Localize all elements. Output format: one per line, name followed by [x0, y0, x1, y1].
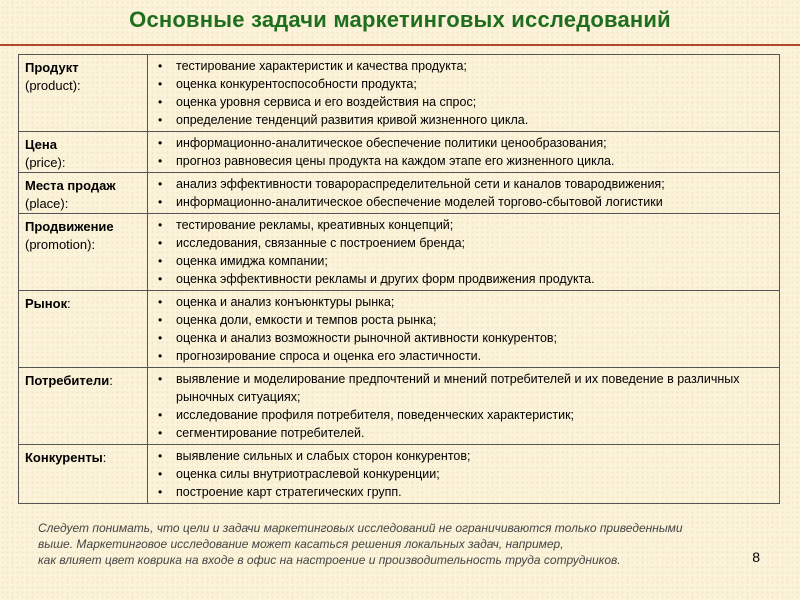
category-cell [19, 214, 148, 291]
category-english: : [102, 450, 107, 465]
task-item: • исследования, связанные с построением бренда; [152, 234, 775, 252]
task-item: • выявление и моделирование предпочтений и мнений потребителей и их поведение в различных рыночных ситуациях; [152, 370, 775, 406]
task-item: • прогнозирование спроса и оценка его эластичности. [152, 347, 775, 365]
tasks-cell [148, 173, 780, 214]
category-name: Конкуренты [25, 450, 103, 465]
task-item: • оценка уровня сервиса и его воздействия на спрос; [152, 93, 775, 111]
task-item: • тестирование рекламы, креативных концепций; [152, 216, 775, 234]
category-english: (promotion): [25, 237, 96, 252]
tasks-cell [148, 291, 780, 368]
task-list [152, 175, 775, 211]
task-item: • построение карт стратегических групп. [152, 483, 775, 501]
task-item: • сегментирование потребителей. [152, 424, 775, 442]
category-name: Места продаж [25, 178, 116, 193]
task-item: • определение тенденций развития кривой жизненного цикла. [152, 111, 775, 129]
category-english: (place): [25, 196, 69, 211]
task-item: • прогноз равновесия цены продукта на каждом этапе его жизненного цикла. [152, 152, 775, 170]
task-list [152, 216, 775, 288]
task-item: • выявление сильных и слабых сторон конкурентов; [152, 447, 775, 465]
category-english: (product): [25, 78, 81, 93]
task-item: • оценка доли, емкости и темпов роста рынка; [152, 311, 775, 329]
table-row [19, 445, 780, 504]
table-row [19, 214, 780, 291]
category-cell [19, 173, 148, 214]
category-cell [19, 291, 148, 368]
table-row [19, 368, 780, 445]
category-cell [19, 132, 148, 173]
tasks-cell [148, 445, 780, 504]
task-item: • анализ эффективности товарораспределительной сети и каналов товародвижения; [152, 175, 775, 193]
page-number: 8 [752, 549, 760, 565]
footnote-line: Следует понимать, что цели и задачи маркетинговых исследований не ограничиваются только приведенными [38, 521, 683, 535]
task-item: • оценка и анализ возможности рыночной активности конкурентов; [152, 329, 775, 347]
footnote-line: как влияет цвет коврика на входе в офис на настроение и производительность труда сотрудников. [38, 553, 621, 567]
footnote [38, 520, 768, 568]
category-english: : [109, 373, 113, 388]
category-name: Цена [25, 137, 57, 152]
task-item: • оценка силы внутриотраслевой конкуренции; [152, 465, 775, 483]
task-list [152, 293, 775, 365]
category-cell [19, 445, 148, 504]
tasks-cell [148, 132, 780, 173]
marketing-tasks-table [18, 54, 780, 504]
footnote-line: выше. Маркетинговое исследование может касаться решения локальных задач, например, [38, 537, 564, 551]
table-row [19, 291, 780, 368]
category-english: : [67, 296, 71, 311]
task-item: • информационно-аналитическое обеспечение моделей торгово-сбытовой логистики [152, 193, 775, 211]
category-name: Продвижение [25, 219, 114, 234]
task-item: • оценка эффективности рекламы и других форм продвижения продукта. [152, 270, 775, 288]
category-name: Продукт [25, 60, 79, 75]
task-item: • исследование профиля потребителя, поведенческих характеристик; [152, 406, 775, 424]
tasks-cell [148, 368, 780, 445]
title-divider [0, 44, 800, 46]
category-english: (price): [25, 155, 66, 170]
task-list [152, 370, 775, 442]
category-cell [19, 55, 148, 132]
task-list [152, 447, 775, 501]
table-row [19, 132, 780, 173]
tasks-cell [148, 214, 780, 291]
task-list [152, 134, 775, 170]
tasks-cell [148, 55, 780, 132]
task-item: • оценка конкурентоспособности продукта; [152, 75, 775, 93]
task-item: • оценка и анализ конъюнктуры рынка; [152, 293, 775, 311]
task-list [152, 57, 775, 129]
page-title: Основные задачи маркетинговых исследований [129, 7, 671, 32]
category-name: Потребители [25, 373, 110, 388]
table-row [19, 55, 780, 132]
table-row [19, 173, 780, 214]
category-name: Рынок [25, 296, 68, 311]
task-item: • информационно-аналитическое обеспечение политики ценообразования; [152, 134, 775, 152]
task-item: • тестирование характеристик и качества продукта; [152, 57, 775, 75]
category-cell [19, 368, 148, 445]
task-item: • оценка имиджа компании; [152, 252, 775, 270]
